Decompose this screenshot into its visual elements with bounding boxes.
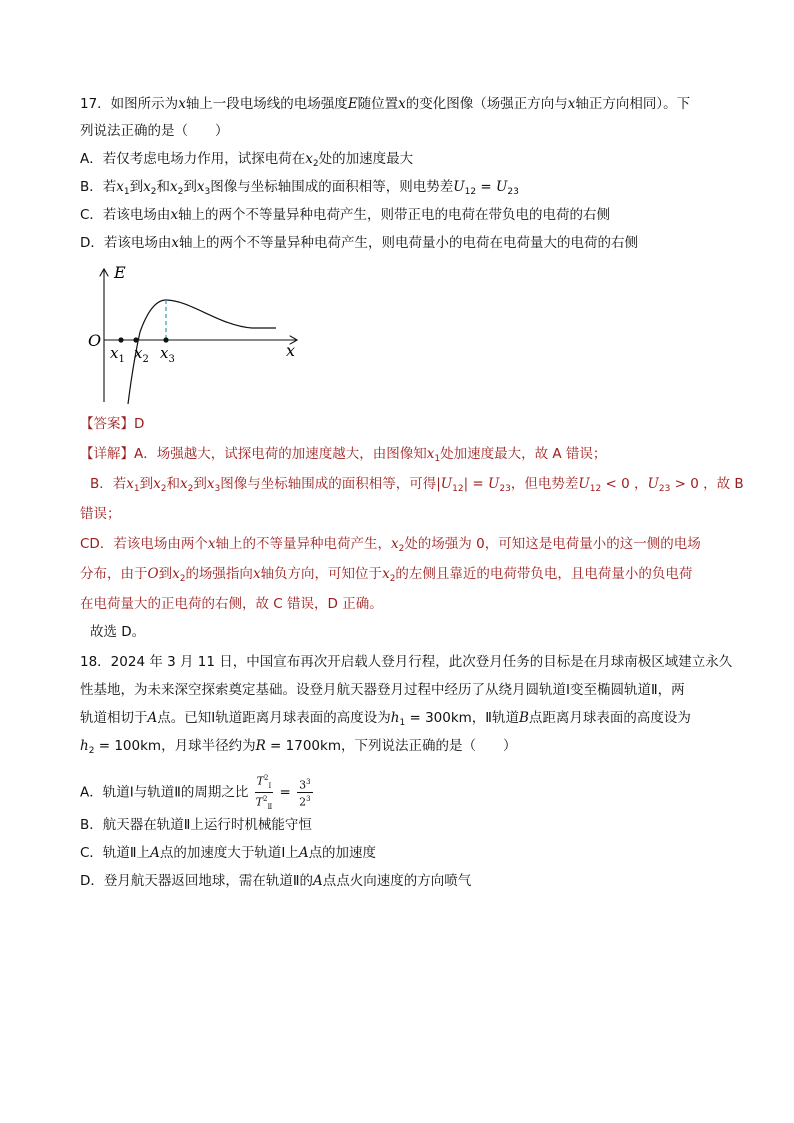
superscript: 3: [306, 778, 311, 787]
subscript: 23: [658, 484, 671, 494]
q17-stem-text: 的变化图像（场强正方向与: [405, 96, 568, 112]
detail-text: < 0 ，: [601, 476, 648, 492]
var-x: x: [398, 96, 406, 112]
option-text: 点的加速度大于轨道Ⅰ上: [159, 845, 299, 861]
detail-text: 和: [166, 476, 180, 492]
q18-stem-line1: [80, 652, 732, 672]
detail-text: A．场强越大，试探电荷的加速度越大，由图像知: [134, 446, 427, 462]
x3-point: [163, 337, 168, 342]
var-x: x: [382, 566, 390, 582]
superscript: 2: [263, 794, 268, 803]
var-x: x: [390, 536, 399, 552]
subscript: 1: [133, 484, 140, 494]
var-x: x: [172, 566, 180, 582]
var-x: x: [171, 235, 180, 251]
detail-text: 分布，由于: [80, 566, 148, 582]
var-x: x: [196, 179, 205, 195]
x2-point: [133, 337, 138, 342]
var-A: A: [298, 845, 309, 861]
e-x-graph: [80, 262, 310, 410]
subscript: 2: [88, 746, 95, 756]
var-x: x: [170, 207, 179, 223]
q17-answer: [80, 414, 144, 434]
q18-stem-text: = 300km，Ⅱ轨道: [405, 710, 519, 726]
detail-text: 到: [139, 476, 154, 492]
option-text: B．若: [80, 179, 117, 195]
var-x: x: [206, 476, 215, 492]
var-x: x: [305, 151, 313, 167]
var-x: x: [426, 446, 435, 462]
superscript: 2: [264, 774, 269, 782]
var-h: h: [390, 710, 400, 726]
abs-U12: |U: [436, 476, 453, 492]
var-x: x: [126, 476, 134, 492]
label-x1: $x_1$: [110, 344, 125, 365]
equals-sign: =: [275, 784, 296, 801]
q18-option-c: [80, 843, 376, 863]
axis-label-E: E: [114, 263, 126, 282]
detail-text: 轴负方向，可知位于: [260, 566, 383, 582]
q17-option-b: [80, 177, 519, 202]
equals-sign: =: [476, 179, 496, 195]
q17-stem-line1: [80, 94, 690, 114]
axis-label-x: x: [286, 341, 296, 360]
denominator: 2: [299, 795, 307, 809]
q18-stem-text: 18．2024 年 3 月 11 日，中国宣布再次开启载人登月行程，此次登月任务的目标是在月球南极区域建立永久: [80, 654, 733, 670]
var-A: A: [313, 873, 323, 889]
option-text: C．若该电场由: [80, 207, 171, 223]
abs-eq-U23: | = U: [463, 476, 500, 492]
subscript: 23: [507, 187, 519, 197]
q17-detail-b-cont: [80, 504, 121, 524]
subscript: 2: [398, 544, 405, 554]
subscript: 23: [499, 484, 511, 494]
option-text: 和: [156, 179, 170, 195]
q17-detail-cd-3: [80, 594, 383, 614]
detail-text: 处加速度最大，故 A 错误；: [440, 446, 607, 462]
var-h: h: [80, 738, 89, 754]
q17-option-a: [80, 149, 413, 174]
subscript: 2: [187, 484, 194, 494]
subscript: 3: [204, 187, 211, 197]
var-x: x: [207, 536, 216, 552]
subscript: 2: [177, 187, 184, 197]
subscript: 2: [389, 574, 396, 584]
subscript: 12: [452, 484, 464, 494]
option-text: C．轨道Ⅱ上: [80, 845, 151, 861]
var-B: B: [518, 710, 529, 726]
q18-stem-line3: [80, 708, 691, 733]
subscript: 1: [434, 454, 441, 464]
choose-text: 故选 D。: [90, 624, 146, 640]
option-text: 到: [183, 179, 197, 195]
option-text: B．航天器在轨道Ⅱ上运行时机械能守恒: [80, 817, 312, 833]
var-x: x: [252, 566, 261, 582]
answer-tag: 【答案】: [80, 416, 134, 432]
var-x: x: [153, 476, 161, 492]
subscript: 2: [160, 484, 167, 494]
q17-stem-text: 轴上一段电场线的电场强度: [185, 96, 348, 112]
q18-stem-text: = 1700km，下列说法正确的是（ ）: [265, 738, 517, 754]
subscript: 1: [123, 187, 130, 197]
var-x: x: [143, 179, 151, 195]
subscript: 12: [464, 187, 477, 197]
var-A: A: [150, 845, 160, 861]
var-O: O: [147, 566, 159, 582]
option-text: A．轨道Ⅰ与轨道Ⅱ的周期之比: [80, 784, 249, 801]
q18-stem-text: 轨道相切于: [80, 710, 148, 726]
origin-label: O: [88, 331, 102, 350]
e-curve: [128, 300, 276, 404]
detail-tag: 【详解】: [80, 446, 134, 462]
detail-text: 的左侧且靠近的电荷带负电，且电荷量小的负电荷: [395, 566, 693, 582]
q18-stem-text: 点。已知Ⅰ轨道距离月球表面的高度设为: [157, 710, 391, 726]
var-x: x: [179, 476, 188, 492]
var-x: x: [178, 96, 186, 112]
subscript: 1: [399, 718, 406, 728]
subscript: 2: [312, 159, 319, 169]
option-text: A．若仅考虑电场力作用，试探电荷在: [80, 151, 306, 167]
q17-stem-text: 轴正方向相同）。下: [575, 96, 691, 112]
option-text: 点的加速度: [308, 845, 377, 861]
q17-stem-line2: [80, 121, 229, 141]
var-U: U: [495, 179, 508, 195]
q18-option-a: [80, 772, 315, 813]
var-T: T: [256, 774, 265, 788]
q17-option-d: [80, 233, 638, 253]
x1-point: [118, 337, 123, 342]
var-U: U: [578, 476, 590, 492]
period-ratio-fraction: [255, 772, 274, 813]
var-A: A: [147, 710, 158, 726]
var-x: x: [116, 179, 124, 195]
detail-text: 在电荷量大的正电荷的右侧，故 C 错误，D 正确。: [80, 596, 383, 612]
option-text: 到: [129, 179, 144, 195]
subscript: 12: [589, 484, 602, 494]
var-U: U: [453, 179, 465, 195]
q17-detail-b: [90, 474, 744, 499]
option-text: D．登月航天器返回地球，需在轨道Ⅱ的: [80, 873, 314, 889]
answer-value: D: [134, 416, 145, 432]
option-text: 点点火向速度的方向喷气: [322, 873, 472, 889]
option-text: 轴上的两个不等量异种电荷产生，则带正电的电荷在带负电的电荷的右侧: [178, 207, 611, 223]
var-R: R: [255, 738, 266, 754]
option-text: 处的加速度最大: [318, 151, 414, 167]
option-text: D．若该电场由: [80, 235, 172, 251]
q18-stem-line2: [80, 680, 685, 700]
var-U: U: [647, 476, 659, 492]
detail-text: 到: [158, 566, 173, 582]
q18-option-d: [80, 871, 471, 891]
detail-text: 的场强指向: [185, 566, 253, 582]
var-x: x: [567, 96, 576, 112]
subscript: 3: [214, 484, 221, 494]
detail-text: 错误；: [80, 506, 121, 522]
q17-detail-cd-1: [80, 534, 701, 559]
q17-detail-cd-2: [80, 564, 692, 589]
detail-text: CD．若该电场由两个: [80, 536, 208, 552]
detail-text: ，但电势差: [510, 476, 579, 492]
var-x: x: [169, 179, 178, 195]
q18-stem-text: = 100km，月球半径约为: [94, 738, 256, 754]
q18-stem-text: 性基地，为未来深空探索奠定基础。设登月航天器登月过程中经历了从绕月圆轨道Ⅰ变至椭圆轨道Ⅱ，两: [80, 682, 685, 698]
option-text: 轴上的两个不等量异种电荷产生，则电荷量小的电荷在电荷量大的电荷的右侧: [179, 235, 639, 251]
label-x2: $x_2$: [134, 344, 149, 365]
detail-text: 轴上的不等量异种电荷产生，: [215, 536, 391, 552]
ratio-value-fraction: [297, 776, 312, 808]
q18-stem-text: 点距离月球表面的高度设为: [528, 710, 691, 726]
q17-choose: [90, 622, 145, 642]
subscript: Ⅰ: [268, 781, 272, 790]
q17-stem-text: 17．如图所示为: [80, 96, 179, 112]
detail-text: B．若: [90, 476, 127, 492]
subscript: 2: [179, 574, 186, 584]
q18-stem-line4: [80, 736, 516, 761]
numerator: 3: [299, 778, 307, 792]
q17-option-c: [80, 205, 610, 225]
subscript: 2: [150, 187, 157, 197]
var-T: T: [255, 795, 264, 809]
option-text: 图像与坐标轴围成的面积相等，则电势差: [210, 179, 454, 195]
detail-text: 处的场强为 0，可知这是电荷量小的这一侧的电场: [404, 536, 701, 552]
q18-option-b: [80, 815, 312, 835]
subscript: Ⅱ: [267, 802, 273, 811]
q17-stem-text: 列说法正确的是（ ）: [80, 123, 229, 139]
detail-text: 到: [193, 476, 207, 492]
detail-text: 图像与坐标轴围成的面积相等，可得: [220, 476, 437, 492]
q17-detail-a: [80, 444, 606, 469]
detail-text: > 0 ，故 B: [670, 476, 744, 492]
var-E: E: [347, 96, 358, 112]
q17-stem-text: 随位置: [357, 96, 399, 112]
label-x3: $x_3$: [160, 344, 175, 365]
superscript: 3: [306, 794, 311, 803]
